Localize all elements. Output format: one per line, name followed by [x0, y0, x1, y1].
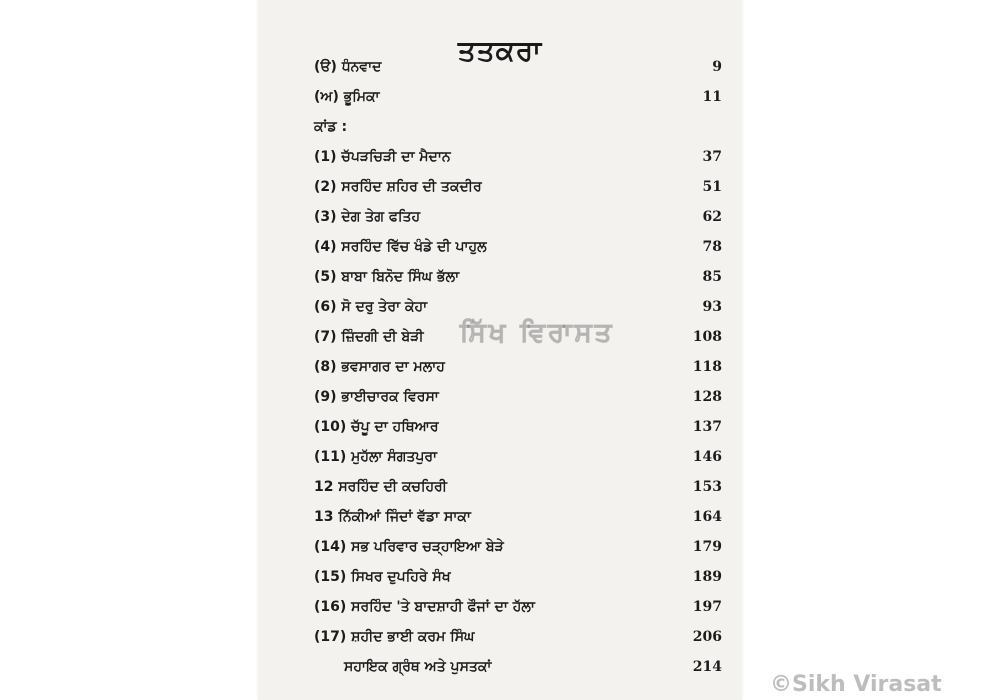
toc-entry-6 [314, 299, 722, 323]
toc-entry-16 [314, 599, 722, 623]
toc-entry-page: 118 [692, 359, 722, 375]
toc-entry-4 [314, 239, 722, 263]
section-heading [314, 119, 722, 143]
toc-entry-label: (ੳ) ਧੰਨਵਾਦ [314, 59, 382, 75]
watermark-bottom: ©Sikh Virasat [770, 672, 942, 697]
toc-entry-7 [314, 329, 722, 353]
toc-entry-1 [314, 149, 722, 173]
toc-entry-page: 93 [702, 299, 722, 315]
toc-entry-label: 12 ਸਰਹਿੰਦ ਦੀ ਕਚਹਿਰੀ [314, 479, 447, 495]
toc-entry-8 [314, 359, 722, 383]
toc-entry-page: 153 [692, 479, 722, 495]
toc-entry-9 [314, 389, 722, 413]
toc-entry-page: 137 [692, 419, 722, 435]
toc-entry-17 [314, 629, 722, 653]
toc-entry-label: (9) ਭਾਈਚਾਰਕ ਵਿਰਸਾ [314, 389, 439, 405]
toc-entry-label: (3) ਦੇਗ ਤੇਗ ਫਤਿਹ [314, 209, 421, 225]
toc-entry-10 [314, 419, 722, 443]
page-title: ਤਤਕਰਾ [457, 33, 543, 67]
toc-entry-2 [314, 179, 722, 203]
toc-entry-label: (8) ਭਵਸਾਗਰ ਦਾ ਮਲਾਹ [314, 359, 445, 375]
toc-entry-dhanvad [314, 59, 722, 83]
toc-entry-label: 13 ਨਿੱਕੀਆਂ ਜਿੰਦਾਂ ਵੱਡਾ ਸਾਕਾ [314, 509, 471, 525]
toc-entry-label: (4) ਸਰਹਿੰਦ ਵਿੱਚ ਖੰਡੇ ਦੀ ਪਾਹੁਲ [314, 239, 487, 255]
toc-entry-5 [314, 269, 722, 293]
toc-entry-page: 85 [702, 269, 722, 285]
toc-entry-page: 51 [702, 179, 722, 195]
toc-entry-label: (5) ਬਾਬਾ ਬਿਨੋਦ ਸਿੰਘ ਭੱਲਾ [314, 269, 460, 285]
toc-entry-label: (7) ਜ਼ਿੰਦਗੀ ਦੀ ਬੇੜੀ [314, 329, 424, 345]
toc-entry-11 [314, 449, 722, 473]
toc-entry-page: 214 [692, 659, 722, 675]
toc-entry-page: 37 [702, 149, 722, 165]
toc-entry-page: 206 [692, 629, 722, 645]
section-heading-label: ਕਾਂਡ : [314, 119, 348, 135]
toc-entry-label: (6) ਸੋ ਦਰੁ ਤੇਰਾ ਕੇਹਾ [314, 299, 428, 315]
toc-entry-3 [314, 209, 722, 233]
toc-entry-page: 146 [692, 449, 722, 465]
toc-entry-label: (11) ਮੁਹੱਲਾ ਸੰਗਤਪੁਰਾ [314, 449, 438, 465]
watermark-center: ਸਿੱਖ ਵਿਰਾਸਤ [460, 318, 615, 348]
toc-entry-bhumika [314, 89, 722, 113]
toc-entry-15 [314, 569, 722, 593]
toc-entry-page: 9 [712, 59, 722, 75]
toc-entry-label: ਸਹਾਇਕ ਗ੍ਰੰਥ ਅਤੇ ਪੁਸਤਕਾਂ [344, 659, 492, 675]
toc-entry-page: 62 [702, 209, 722, 225]
toc-entry-page: 189 [692, 569, 722, 585]
toc-entry-page: 108 [692, 329, 722, 345]
toc-entry-page: 128 [692, 389, 722, 405]
toc-entry-page: 164 [692, 509, 722, 525]
toc-entry-label: (10) ਚੱਪੂ ਦਾ ਹਥਿਆਰ [314, 419, 439, 435]
toc-entry-14 [314, 539, 722, 563]
toc-entry-label: (ਅ) ਭੂਮਿਕਾ [314, 89, 380, 105]
toc-entry-label: (2) ਸਰਹਿੰਦ ਸ਼ਹਿਰ ਦੀ ਤਕਦੀਰ [314, 179, 482, 195]
toc-entry-label: (15) ਸਿਖਰ ਦੁਪਹਿਰੇ ਸੰਖ [314, 569, 451, 585]
toc-entry-label: (1) ਚੱਪੜਚਿੜੀ ਦਾ ਮੈਦਾਨ [314, 149, 451, 165]
toc-entry-12 [314, 479, 722, 503]
toc-entry-label: (17) ਸ਼ਹੀਦ ਭਾਈ ਕਰਮ ਸਿੰਘ [314, 629, 475, 645]
toc-entry-page: 78 [702, 239, 722, 255]
toc-entry-label: (16) ਸਰਹਿੰਦ 'ਤੇ ਬਾਦਸ਼ਾਹੀ ਫੌਜਾਂ ਦਾ ਹੱਲਾ [314, 599, 535, 615]
toc-entry-bibliography [344, 659, 722, 683]
toc-entry-label: (14) ਸਭ ਪਰਿਵਾਰ ਚੜ੍ਹਾਇਆ ਬੇੜੇ [314, 539, 504, 555]
toc-entry-13 [314, 509, 722, 533]
toc-entry-page: 179 [692, 539, 722, 555]
toc-entry-page: 11 [702, 89, 722, 105]
toc-entry-page: 197 [692, 599, 722, 615]
